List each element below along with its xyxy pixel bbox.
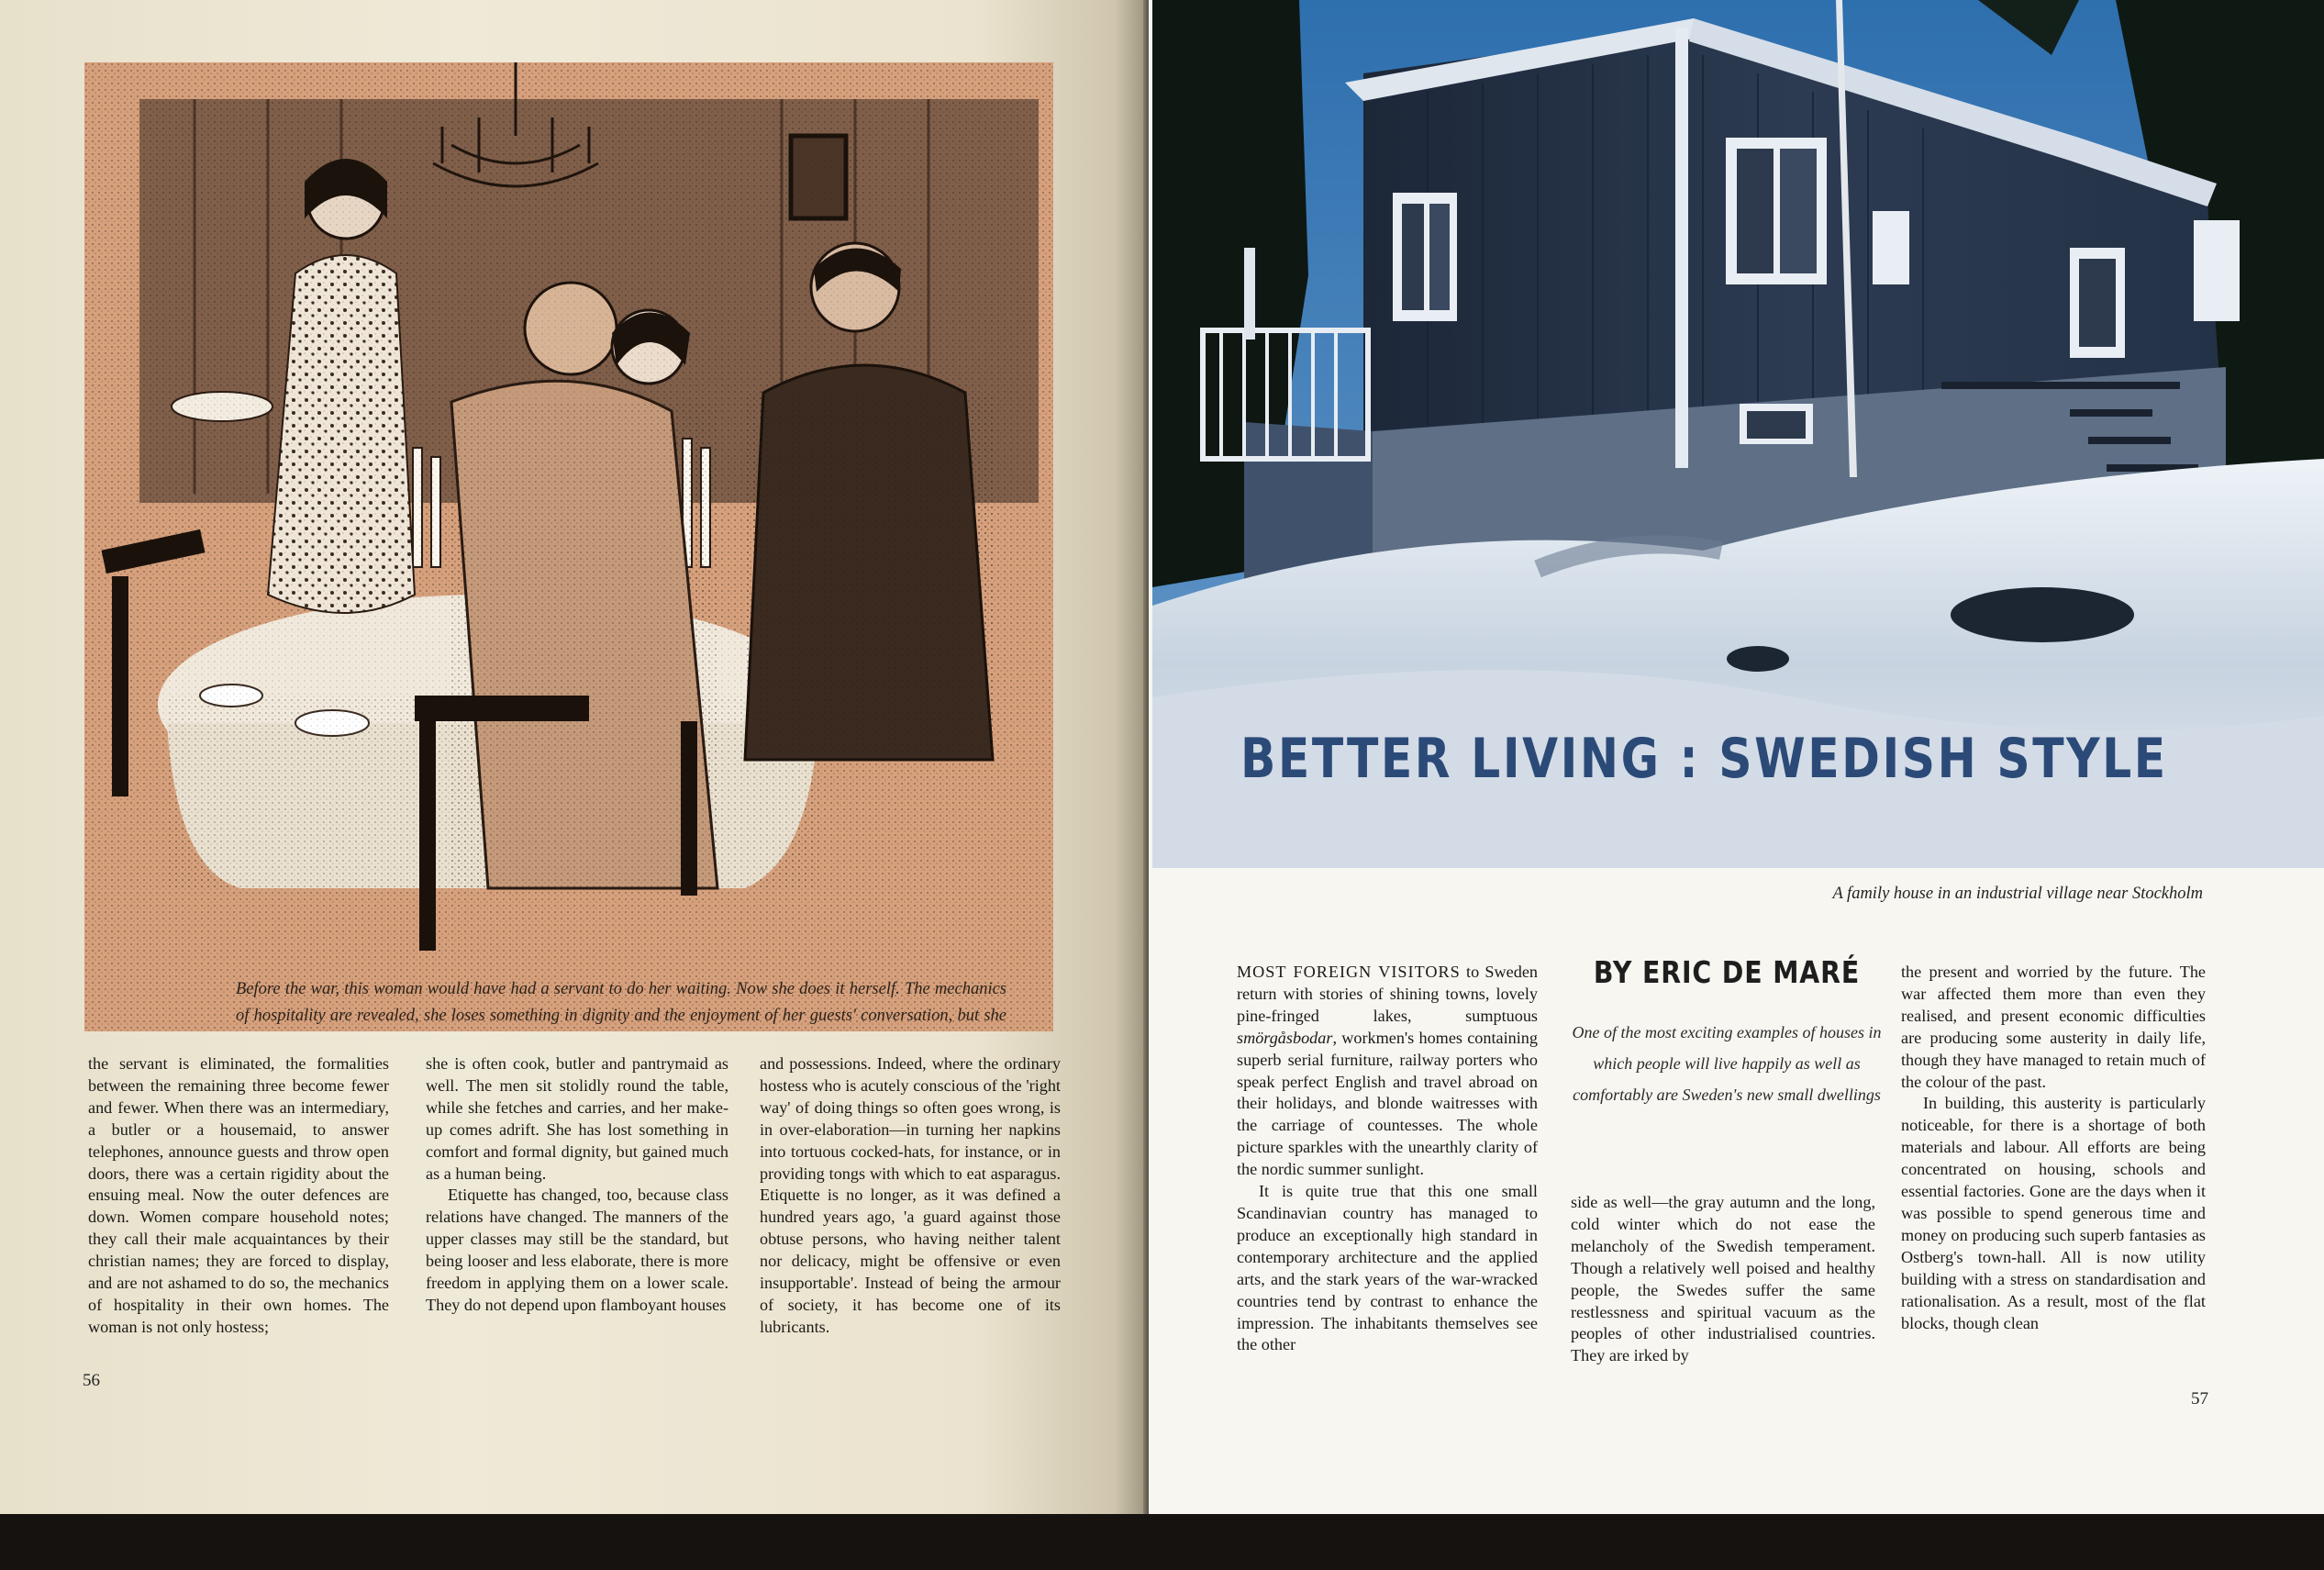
paragraph-text: , workmen's homes containing superb serial furniture, railway porters who speak perfect English and travel abroad on their holidays, and blonde waitresses with the carriage of countesses. The whole picture sparkles with the unearthly clarity of the nordic summer sunlight. [1237,1028,1538,1179]
article-headline: BETTER LIVING : SWEDISH STYLE [1240,727,2168,791]
column-paragraph: and possessions. Indeed, where the ordinary hostess who is acutely conscious of the 'right way' of doing things so often goes wrong, is in over-elaboration—in turning her napkins into tortuous cocked-hats, for instance, or in providing tongs with which to eat asparagus. Etiquette is no longer, as it was defined a hundred years ago, 'a guard against those obtuse persons, who having neither talent nor delicacy, might be offensive or even insupportable'. Instead of being the armour of society, it has become one of its lubricants. [760,1054,1061,1336]
paragraph-text: to Sweden return with stories of shining towns, lovely pine-fringed lakes, sumptuous [1237,963,1539,1025]
column-paragraph: In building, this austerity is particularly noticeable, for there is a shortage of both materials and labour. All efforts are being concentrated on housing, schools and essential factories. Gone are the days when it was possible to spend generous time and money on producing such superb fantasies as Ostberg's town-hall. All is now utility building with a stress on standardisation and rationalisation. As a result, most of the flat blocks, though clean [1901,1094,2206,1332]
page-number-right: 57 [2191,1389,2208,1409]
text-column-3 [760,1053,1061,1339]
page-number-left: 56 [83,1371,100,1390]
italic-term: smörgåsbodar [1237,1028,1333,1047]
text-column-2 [426,1053,728,1317]
dinner-party-illustration [84,62,1053,1031]
illustration-caption: Before the war, this woman would have had a servant to do her waiting. Now she does it herself. The mechanics of hospitality are revealed, she loses something in dignity and the enjoyment of her guests' conversation, but she [236,980,1006,1025]
lead-in: MOST FOREIGN VISITORS [1237,963,1461,981]
column-paragraph: the servant is eliminated, the formalities between the remaining three become fewer and fewer. When there was an intermediary, a butler or a housemaid, to answer telephones, announce guests and throw open doors, there was a certain rigidity about the ensuing meal. Now the outer defences are down. Women compare household notes; they call their male acquaintances by their christian names; they are forced to display, and are not ashamed to do so, the mechanics of hospitality in their own homes. The woman is not only hostess; [88,1054,389,1336]
column-paragraph: side as well—the gray autumn and the long, cold winter which do not ease the melancholy of the Swedish temperament. Though a relatively well poised and healthy people, the Swedes suffer the same restlessness and spiritual vacuum as the peoples of other industrialised countries. They are irked by [1571,1193,1875,1365]
column-paragraph: the present and worried by the future. The war affected them more than even they realised, and present economic difficulties are producing some austerity in daily life, though they have managed to retain much of the colour of the past. [1901,963,2206,1091]
article-column-2 [1571,1192,1875,1367]
column-paragraph: she is often cook, butler and pantrymaid as well. The men sit stolidly round the table, while she fetches and carries, and her make-up comes adrift. She has lost something in comfort and formal dignity, but gained much as a human being. [426,1054,728,1183]
column-paragraph: Etiquette has changed, too, because class relations have changed. The manners of the upper classes may still be the standard, but being looser and less elaborate, there is more freedom in applying them on a lower scale. They do not depend upon flamboyant houses [426,1186,728,1314]
article-column-1 [1237,962,1538,1356]
byline: BY ERIC DE MARÉ [1593,954,1861,990]
article-column-3 [1901,962,2206,1334]
column-paragraph [1237,962,1538,1181]
text-column-1 [88,1053,389,1339]
column-paragraph: It is quite true that this one small Scandinavian country has managed to produce an exceptionally high standard in contemporary architecture and the applied arts, and the stark years of the war-wracked countries tend by contrast to enhance the impression. The inhabitants themselves see the other [1237,1182,1538,1354]
intro-standfirst: One of the most exciting examples of houses in which people will live happily as well as comfortably are Sweden's new small dwellings [1572,1023,1882,1104]
photo-caption: A family house in an industrial village near Stockholm [1832,885,2203,903]
left-page [0,0,1149,1514]
dinner-scene-drawing [84,62,1053,1031]
